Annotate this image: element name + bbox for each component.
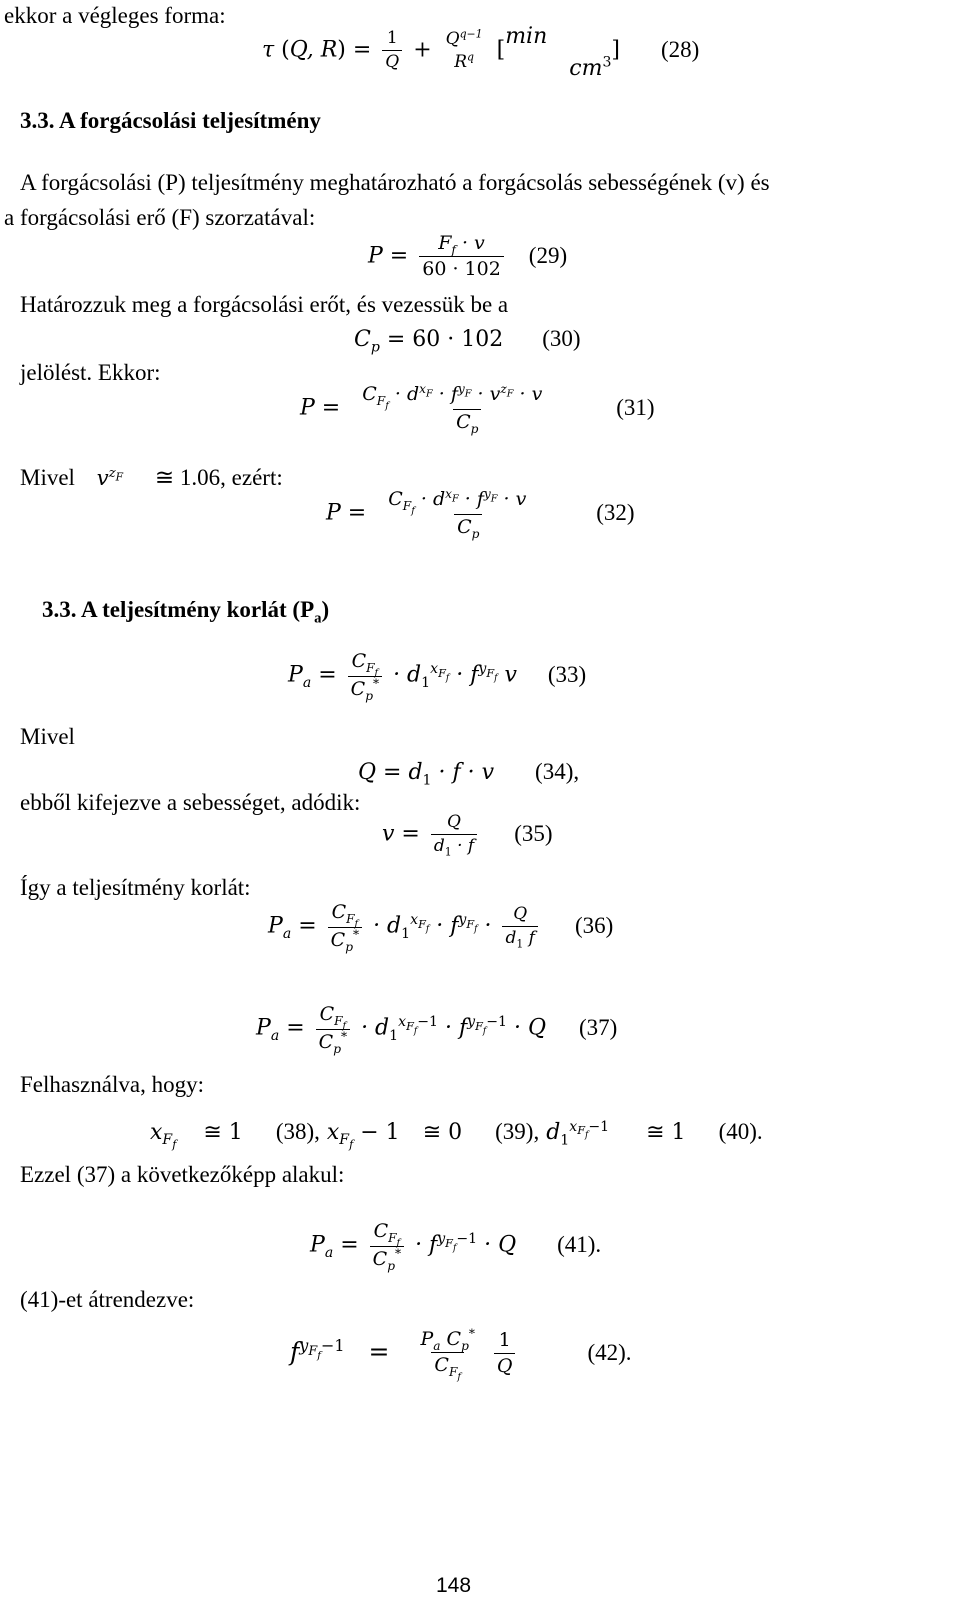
paragraph-line: Határozzuk meg a forgácsolási erőt, és vezessük be a — [20, 292, 509, 317]
eq-number: (39), — [495, 1119, 540, 1144]
equation-30: $C_p = 60 \cdot 102$ (30) — [354, 326, 581, 356]
eq-number: (36) — [574, 912, 614, 938]
section-heading-power-limit — [42, 597, 330, 627]
eq-number: (38), — [275, 1119, 320, 1144]
eq-number: (37) — [579, 1014, 618, 1040]
equation-42: $f^{y_{F_f}-1}$ = $\frac{P_a C_p^*}{C_{F_f}}$ $\frac{1}{Q}$ (42). — [290, 1326, 632, 1383]
equation-33: $P_a$ = $\frac{C_{F_f}}{C_p^*}$ · $d_1^{x_{F_f}} \cdot f^{y_{F_f}}$ v (33) — [288, 650, 587, 704]
equation-38-40: $x_{F_f}$ ≅ 1 (38), $x_{F_f} - 1$ ≅ 0 (39), $d_1^{x_{F_f}-1}$ ≅ 1 (40). — [150, 1118, 763, 1152]
equation-41: $P_a$ = $\frac{C_{F_f}}{C_p^*}$ · $f^{y_{F_f}-1} \cdot Q$ (41). — [310, 1220, 602, 1274]
eq-number: (34), — [535, 759, 580, 784]
equation-35: v = $\frac{Q}{d_1 \cdot f}$ (35) — [382, 812, 553, 859]
eq-number: (29) — [528, 242, 568, 268]
paragraph-line: a forgácsolási erő (F) szorzatával: — [4, 205, 316, 230]
page-number: 148 — [436, 1574, 472, 1597]
mivel-label: Mivel — [20, 465, 75, 490]
paragraph-line — [20, 465, 283, 490]
eq-number: (35) — [514, 820, 553, 846]
paragraph-line: ebből kifejezve a sebességet, adódik: — [20, 790, 361, 815]
heading-subscript: a — [314, 610, 322, 627]
eq-number: (42). — [587, 1340, 632, 1366]
paragraph-line: Ezzel (37) a következőképp alakul: — [20, 1162, 345, 1187]
eq-number: (28) — [661, 36, 700, 62]
heading-text: 3.3. A teljesítmény korlát (P — [42, 597, 315, 622]
intro-line: ekkor a végleges forma: — [4, 3, 226, 28]
v-power-zf: $v^{z_F}$ — [96, 466, 124, 490]
eq-number: (32) — [596, 499, 635, 525]
eq-number: (30) — [542, 326, 581, 351]
equation-32: P = $\frac{C_{F_f} \cdot d^{x_F} \cdot f^{y_F} \cdot v}{C_p}$ (32) — [326, 486, 635, 542]
mivel-label-2: Mivel — [20, 724, 75, 749]
equation-28: τ (Q, R) = $\frac{1}{Q}$ + $Q^{q-1}$ $R^q$ [mincm$^3$] (28) — [262, 23, 700, 81]
paragraph-line: A forgácsolási (P) teljesítmény meghatározható a forgácsolás sebességének (v) és — [20, 170, 770, 195]
eq-number: (41). — [557, 1231, 602, 1257]
paragraph-line: jelölést. Ekkor: — [20, 360, 161, 385]
equation-36: $P_a$ = $\frac{C_{F_f}}{C_p^*}$ · $d_1^{x_{F_f}} \cdot f^{y_{F_f}}$ · $\frac{Q}{d_1 f}$ (36) — [268, 901, 614, 955]
equation-31: P = $\frac{C_{F_f} \cdot d^{x_F} \cdot f^{y_F} \cdot v^{z_F} \cdot v}{C_p}$ (31) — [300, 381, 655, 437]
equation-29: P = $\frac{F_f \cdot v}{60 \cdot 102}$ (29) — [368, 232, 568, 280]
section-heading-3-3: 3.3. A forgácsolási teljesítmény — [20, 108, 321, 133]
approx-text: ≅ 1.06, ezért: — [154, 465, 283, 490]
equation-34: $Q = d_1 \cdot f \cdot v$ (34), — [358, 759, 580, 789]
paragraph-line: (41)-et átrendezve: — [20, 1287, 195, 1312]
paragraph-line: Felhasználva, hogy: — [20, 1072, 204, 1097]
eq-number: (31) — [616, 394, 655, 420]
eq-number: (40). — [718, 1119, 763, 1144]
eq-number: (33) — [547, 661, 587, 687]
equation-37: $P_a$ = $\frac{C_{F_f}}{C_p^*}$ · $d_1^{x_{F_f}-1} \cdot f^{y_{F_f}-1} \cdot Q$ (37) — [256, 1003, 618, 1057]
heading-close: ) — [321, 597, 330, 622]
paragraph-line: Így a teljesítmény korlát: — [20, 875, 251, 900]
